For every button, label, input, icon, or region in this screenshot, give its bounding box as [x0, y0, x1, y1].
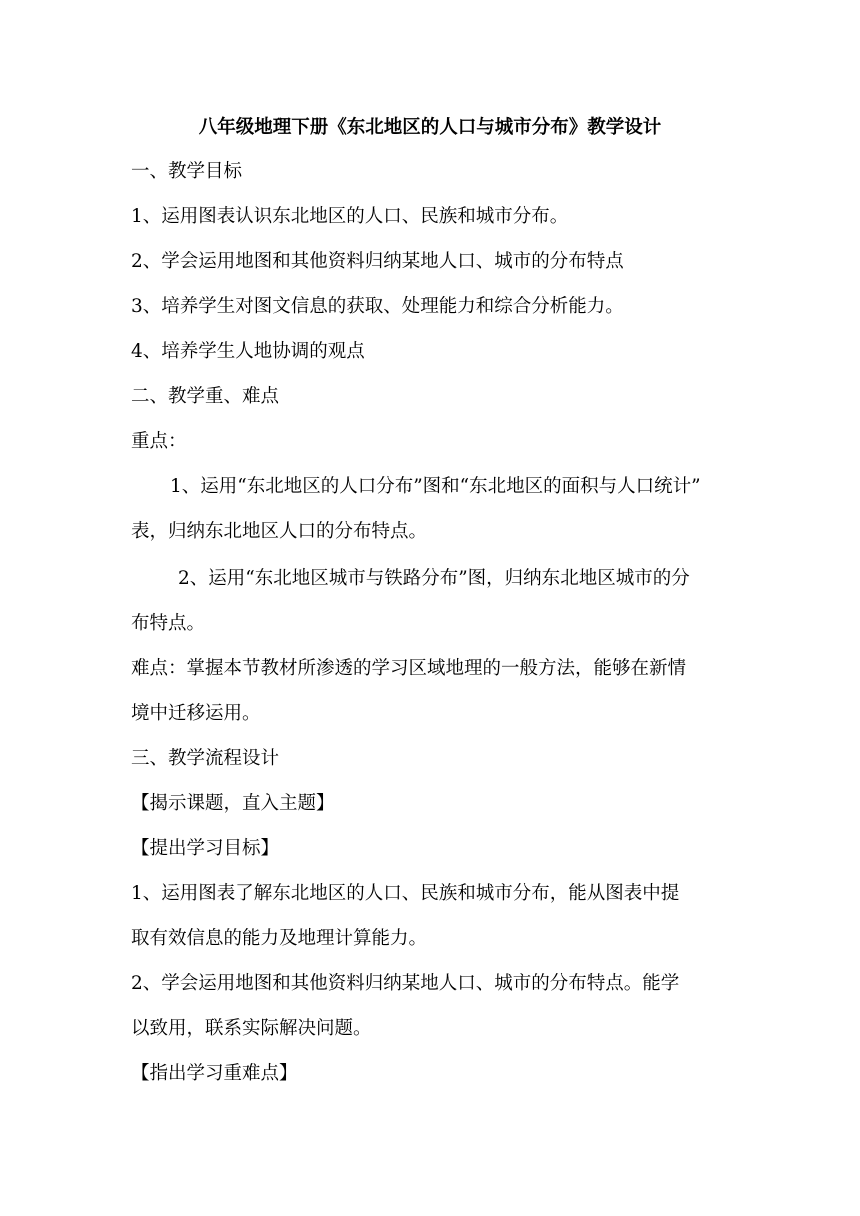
- process-step-key-points: 【指出学习重难点】: [131, 1063, 298, 1084]
- section-heading-process: 三、教学流程设计: [131, 748, 280, 769]
- section-heading-objectives: 一、教学目标: [131, 161, 243, 182]
- difficulty-line-1: 难点：掌握本节教材所渗透的学习区域地理的一般方法，能够在新情: [131, 658, 687, 679]
- difficulty-line-2: 境中迁移运用。: [131, 703, 261, 724]
- goal-item-2-line-2: 以致用，联系实际解决问题。: [131, 1018, 372, 1039]
- section-heading-key-points: 二、教学重、难点: [131, 386, 280, 407]
- objective-item-1: 1、运用图表认识东北地区的人口、民族和城市分布。: [131, 206, 569, 227]
- goal-item-1-line-1: 1、运用图表了解东北地区的人口、民族和城市分布，能从图表中提: [131, 883, 680, 904]
- objective-item-2: 2、学会运用地图和其他资料归纳某地人口、城市的分布特点: [131, 251, 624, 272]
- process-step-goals: 【提出学习目标】: [131, 838, 280, 859]
- objective-item-4: 4、培养学生人地协调的观点: [131, 341, 365, 362]
- objective-item-3: 3、培养学生对图文信息的获取、处理能力和综合分析能力。: [131, 296, 624, 317]
- key-point-1-line-2: 表，归纳东北地区人口的分布特点。: [131, 521, 428, 542]
- process-step-topic: 【揭示课题，直入主题】: [131, 793, 335, 814]
- key-point-2-line-2: 布特点。: [131, 613, 206, 634]
- goal-item-1-line-2: 取有效信息的能力及地理计算能力。: [131, 928, 428, 949]
- goal-item-2-line-1: 2、学会运用地图和其他资料归纳某地人口、城市的分布特点。能学: [131, 973, 680, 994]
- document-title: 八年级地理下册《东北地区的人口与城市分布》教学设计: [198, 117, 662, 138]
- key-points-label: 重点：: [131, 431, 187, 452]
- key-point-1-line-1: 1、运用“东北地区的人口分布”图和“东北地区的面积与人口统计”: [170, 476, 701, 497]
- key-point-2-line-1: 2、运用“东北地区城市与铁路分布”图，归纳东北地区城市的分: [178, 568, 690, 589]
